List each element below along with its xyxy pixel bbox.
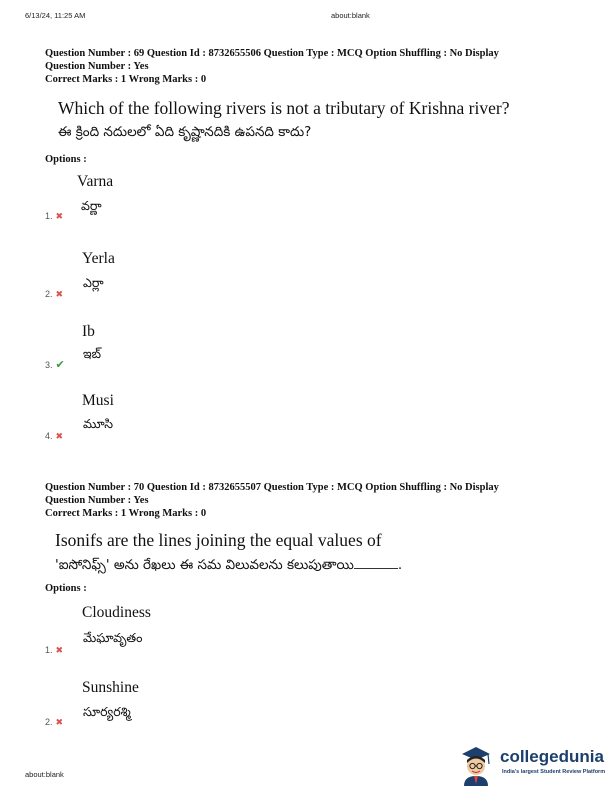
print-timestamp: 6/13/24, 11:25 AM	[25, 11, 86, 20]
question-70-text-te: 'ఐసోనిఫ్స్' అను రేఖలు ఈ సమ విలువలను కలుపుతాయి .	[55, 557, 403, 573]
question-69-text-en: Which of the following rivers is not a tributary of Krishna river?	[58, 98, 510, 118]
question-69-text-te: ఈ క్రింది నదులలో ఏది కృష్ణానదికి ఉపనది కాదు?	[58, 124, 312, 140]
option-en: Varna	[77, 173, 114, 190]
question-69-meta	[45, 47, 499, 86]
option-te: ఎర్లా	[83, 275, 104, 290]
options-label: Options :	[45, 583, 87, 594]
option-te: సూర్యరశ్మి	[83, 704, 131, 719]
meta-line: Question Number : Yes	[45, 495, 149, 506]
option-te: ఇబ్	[83, 346, 101, 361]
option-number: 2. ✖	[45, 289, 64, 299]
wrong-mark-icon: ✖	[55, 431, 64, 441]
meta-line: Question Number : Yes	[45, 61, 149, 72]
option-number: 2. ✖	[45, 717, 64, 727]
option-number: 1. ✖	[45, 211, 64, 221]
brand-tagline: India's largest Student Review Platform	[502, 769, 606, 775]
meta-line: Correct Marks : 1 Wrong Marks : 0	[45, 508, 207, 519]
options-label: Options :	[45, 154, 87, 165]
footer-url: about:blank	[25, 770, 64, 779]
meta-line: Question Number : 70 Question Id : 8732655507 Question Type : MCQ Option Shuffling : No Display	[45, 482, 499, 493]
option-te: మూసి	[83, 416, 113, 431]
option-number: 1. ✖	[45, 645, 64, 655]
option-number: 3. ✔	[45, 359, 65, 371]
question-70-text-en: Isonifs are the lines joining the equal values of	[55, 530, 382, 550]
answer-blank	[354, 567, 398, 569]
option-te: మేఘావృతం	[83, 630, 143, 645]
wrong-mark-icon: ✖	[55, 645, 64, 655]
option-number: 4. ✖	[45, 431, 64, 441]
collegedunia-logo	[456, 744, 606, 786]
brand-name: collegedunia	[500, 747, 604, 766]
option-en: Musi	[82, 392, 114, 409]
meta-line: Correct Marks : 1 Wrong Marks : 0	[45, 74, 207, 85]
option-en: Ib	[82, 323, 95, 340]
question-70-meta	[45, 481, 499, 520]
mascot-icon	[456, 744, 496, 786]
print-url: about:blank	[331, 11, 370, 20]
option-te: వర్ణా	[81, 198, 102, 213]
option-en: Cloudiness	[82, 604, 151, 621]
wrong-mark-icon: ✖	[55, 717, 64, 727]
correct-check-icon: ✔	[55, 359, 65, 371]
option-en: Yerla	[82, 250, 115, 267]
wrong-mark-icon: ✖	[55, 211, 64, 221]
meta-line: Question Number : 69 Question Id : 8732655506 Question Type : MCQ Option Shuffling : No Display	[45, 48, 499, 59]
wrong-mark-icon: ✖	[55, 289, 64, 299]
option-en: Sunshine	[82, 679, 139, 696]
